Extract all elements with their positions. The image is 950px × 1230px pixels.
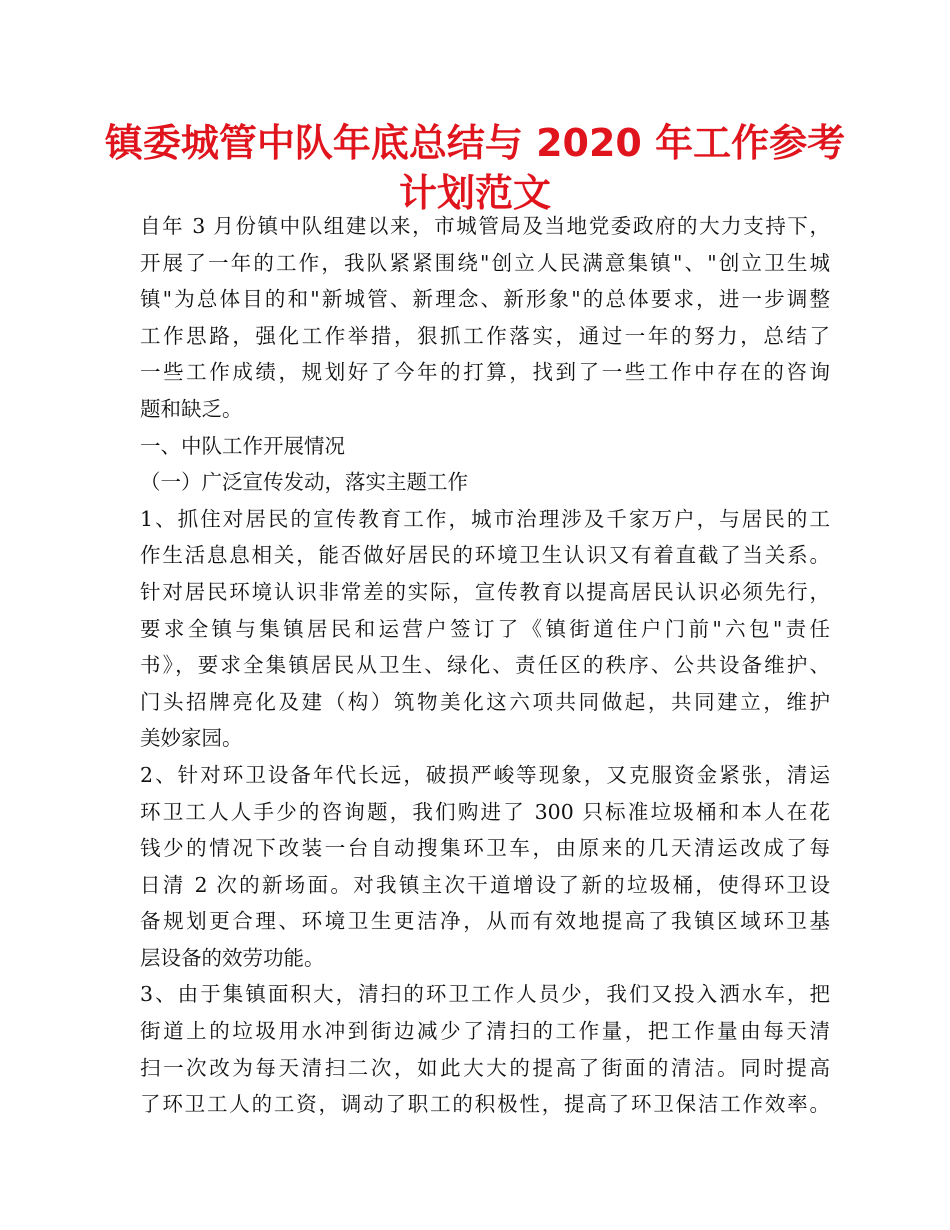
document-title [100, 118, 850, 218]
text-line: 针对居民环境认识非常差的实际，宣传教育以提高居民认识必须先行， [140, 579, 830, 604]
text-line: 层设备的效劳功能。 [140, 945, 325, 970]
text-line: 要求全镇与集镇居民和运营户签订了《镇街道住户门前"六包"责任 [140, 616, 830, 641]
text-line: 工作思路，强化工作举措，狠抓工作落实，通过一年的努力，总结了 [140, 323, 830, 348]
text-line: 街道上的垃圾用水冲到街边减少了清扫的工作量，把工作量由每天清 [140, 1019, 830, 1044]
text-line: 扫一次改为每天清扫二次，如此大大的提高了街面的清洁。同时提高 [140, 1055, 830, 1080]
title-line: 镇委城管中队年底总结与 2020 年工作参考 [104, 121, 846, 165]
text-line: 钱少的情况下改装一台自动搜集环卫车，由原来的几天清运改成了每 [140, 836, 830, 861]
text-line: 环卫工人人手少的咨询题，我们购进了 300 只标准垃圾桶和本人在花 [140, 799, 830, 824]
text-line: 自年 3 月份镇中队组建以来，市城管局及当地党委政府的大力支持下， [140, 214, 830, 238]
text-line: 题和缺乏。 [140, 396, 243, 421]
text-line: （一）广泛宣传发动，落实主题工作 [140, 470, 468, 495]
text-line: 了环卫工人的工资，调动了职工的积极性，提高了环卫保洁工作效率。 [140, 1092, 830, 1117]
text-line: 一些工作成绩，规划好了今年的打算，找到了一些工作中存在的咨询 [140, 360, 830, 385]
text-line: 备规划更合理、环境卫生更洁净，从而有效地提高了我镇区域环卫基 [140, 909, 830, 934]
text-line: 2、针对环卫设备年代长远，破损严峻等现象，又克服资金紧张，清运 [140, 762, 830, 787]
document-body [140, 208, 830, 1123]
text-line: 作生活息息相关，能否做好居民的环境卫生认识又有着直截了当关系。 [140, 543, 830, 568]
title-line: 计划范文 [398, 171, 551, 215]
text-line: 3、由于集镇面积大，清扫的环卫工作人员少，我们又投入洒水车，把 [140, 982, 830, 1007]
text-line: 开展了一年的工作，我队紧紧围绕"创立人民满意集镇"、"创立卫生城 [140, 250, 830, 275]
text-line: 1、抓住对居民的宣传教育工作，城市治理涉及千家万户，与居民的工 [140, 506, 830, 531]
text-line: 一、中队工作开展情况 [140, 433, 345, 458]
text-line: 美妙家园。 [140, 726, 243, 751]
text-line: 镇"为总体目的和"新城管、新理念、新形象"的总体要求，进一步调整 [140, 287, 830, 312]
text-line: 书》，要求全集镇居民从卫生、绿化、责任区的秩序、公共设备维护、 [140, 653, 830, 678]
text-line: 日清 2 次的新场面。对我镇主次干道增设了新的垃圾桶，使得环卫设 [140, 872, 830, 897]
text-line: 门头招牌亮化及建（构）筑物美化这六项共同做起，共同建立，维护 [140, 689, 830, 714]
